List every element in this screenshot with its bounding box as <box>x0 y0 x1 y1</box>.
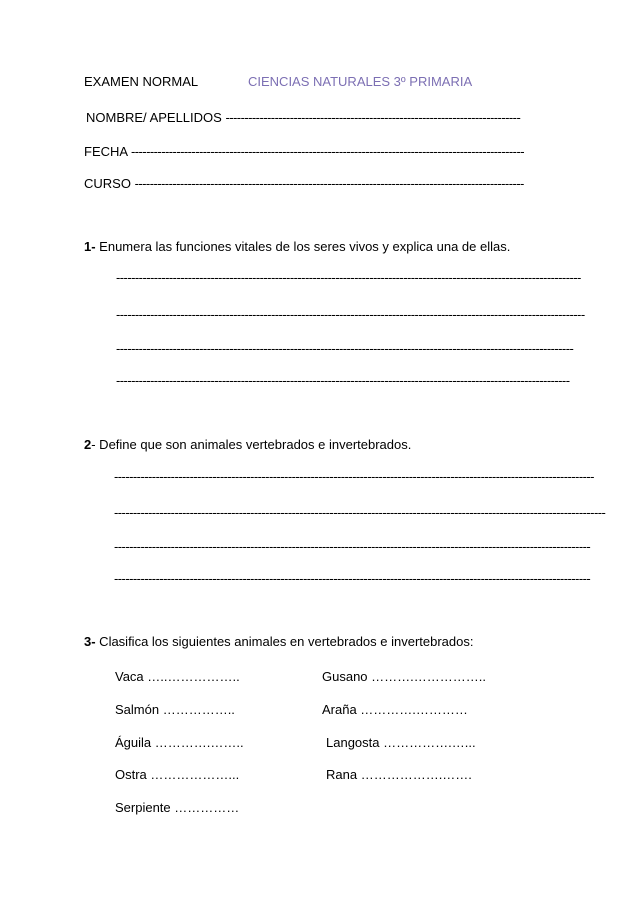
question-2-number: 2 <box>84 437 92 452</box>
animal-item-arana[interactable]: Araña ………….………… <box>322 702 468 717</box>
answer-line-q2-4[interactable]: ------------------------------------------------------------------------------------------------------------------------------ <box>114 571 591 586</box>
date-label: FECHA <box>84 144 128 159</box>
question-2 <box>84 437 411 453</box>
course-dash-line: ------------------------------------------------------------------------------------------------------- <box>134 176 524 191</box>
question-2-text: - Define que son animales vertebrados e invertebrados. <box>91 437 412 452</box>
animal-item-gusano[interactable]: Gusano ……….…………….. <box>322 669 486 684</box>
course-field[interactable] <box>84 176 524 192</box>
exam-type-label: EXAMEN NORMAL <box>84 74 199 89</box>
animal-item-langosta[interactable]: Langosta …………….…... <box>326 735 476 750</box>
subject-title: CIENCIAS NATURALES 3º PRIMARIA <box>248 74 473 89</box>
answer-line-q1-4[interactable]: ------------------------------------------------------------------------------------------------------------------------ <box>116 373 570 388</box>
answer-line-q2-3[interactable]: ------------------------------------------------------------------------------------------------------------------------------ <box>114 539 591 554</box>
name-dash-line: ------------------------------------------------------------------------------ <box>225 110 521 125</box>
animal-item-rana[interactable]: Rana ……………….……. <box>326 767 472 782</box>
question-3-number: 3- <box>84 634 96 649</box>
question-1 <box>84 239 510 255</box>
answer-line-q2-1[interactable]: ------------------------------------------------------------------------------------------------------------------------------- <box>114 469 594 484</box>
name-field[interactable] <box>86 110 520 126</box>
animal-item-vaca[interactable]: Vaca …..…………….. <box>115 669 240 684</box>
question-1-text: Enumera las funciones vitales de los seres vivos y explica una de ellas. <box>95 239 511 254</box>
question-3 <box>84 634 473 650</box>
answer-line-q1-3[interactable]: ------------------------------------------------------------------------------------------------------------------------- <box>116 341 574 356</box>
course-label: CURSO <box>84 176 131 191</box>
question-3-text: Clasifica los siguientes animales en vertebrados e invertebrados: <box>95 634 474 649</box>
answer-line-q2-2[interactable]: ---------------------------------------------------------------------------------------------------------------------------------- <box>114 505 606 520</box>
animal-item-salmon[interactable]: Salmón …………….. <box>115 702 235 717</box>
date-field[interactable] <box>84 144 524 160</box>
animal-item-ostra[interactable]: Ostra ………………... <box>115 767 240 782</box>
animal-item-serpiente[interactable]: Serpiente …………… <box>115 800 240 815</box>
name-label: NOMBRE/ APELLIDOS <box>86 110 222 125</box>
question-1-number: 1- <box>84 239 96 254</box>
animal-item-aguila[interactable]: Águila ………….…….. <box>115 735 244 750</box>
answer-line-q1-2[interactable]: ---------------------------------------------------------------------------------------------------------------------------- <box>116 307 585 322</box>
answer-line-q1-1[interactable]: --------------------------------------------------------------------------------------------------------------------------- <box>116 270 581 285</box>
date-dash-line: -------------------------------------------------------------------------------------------------------- <box>130 144 524 159</box>
